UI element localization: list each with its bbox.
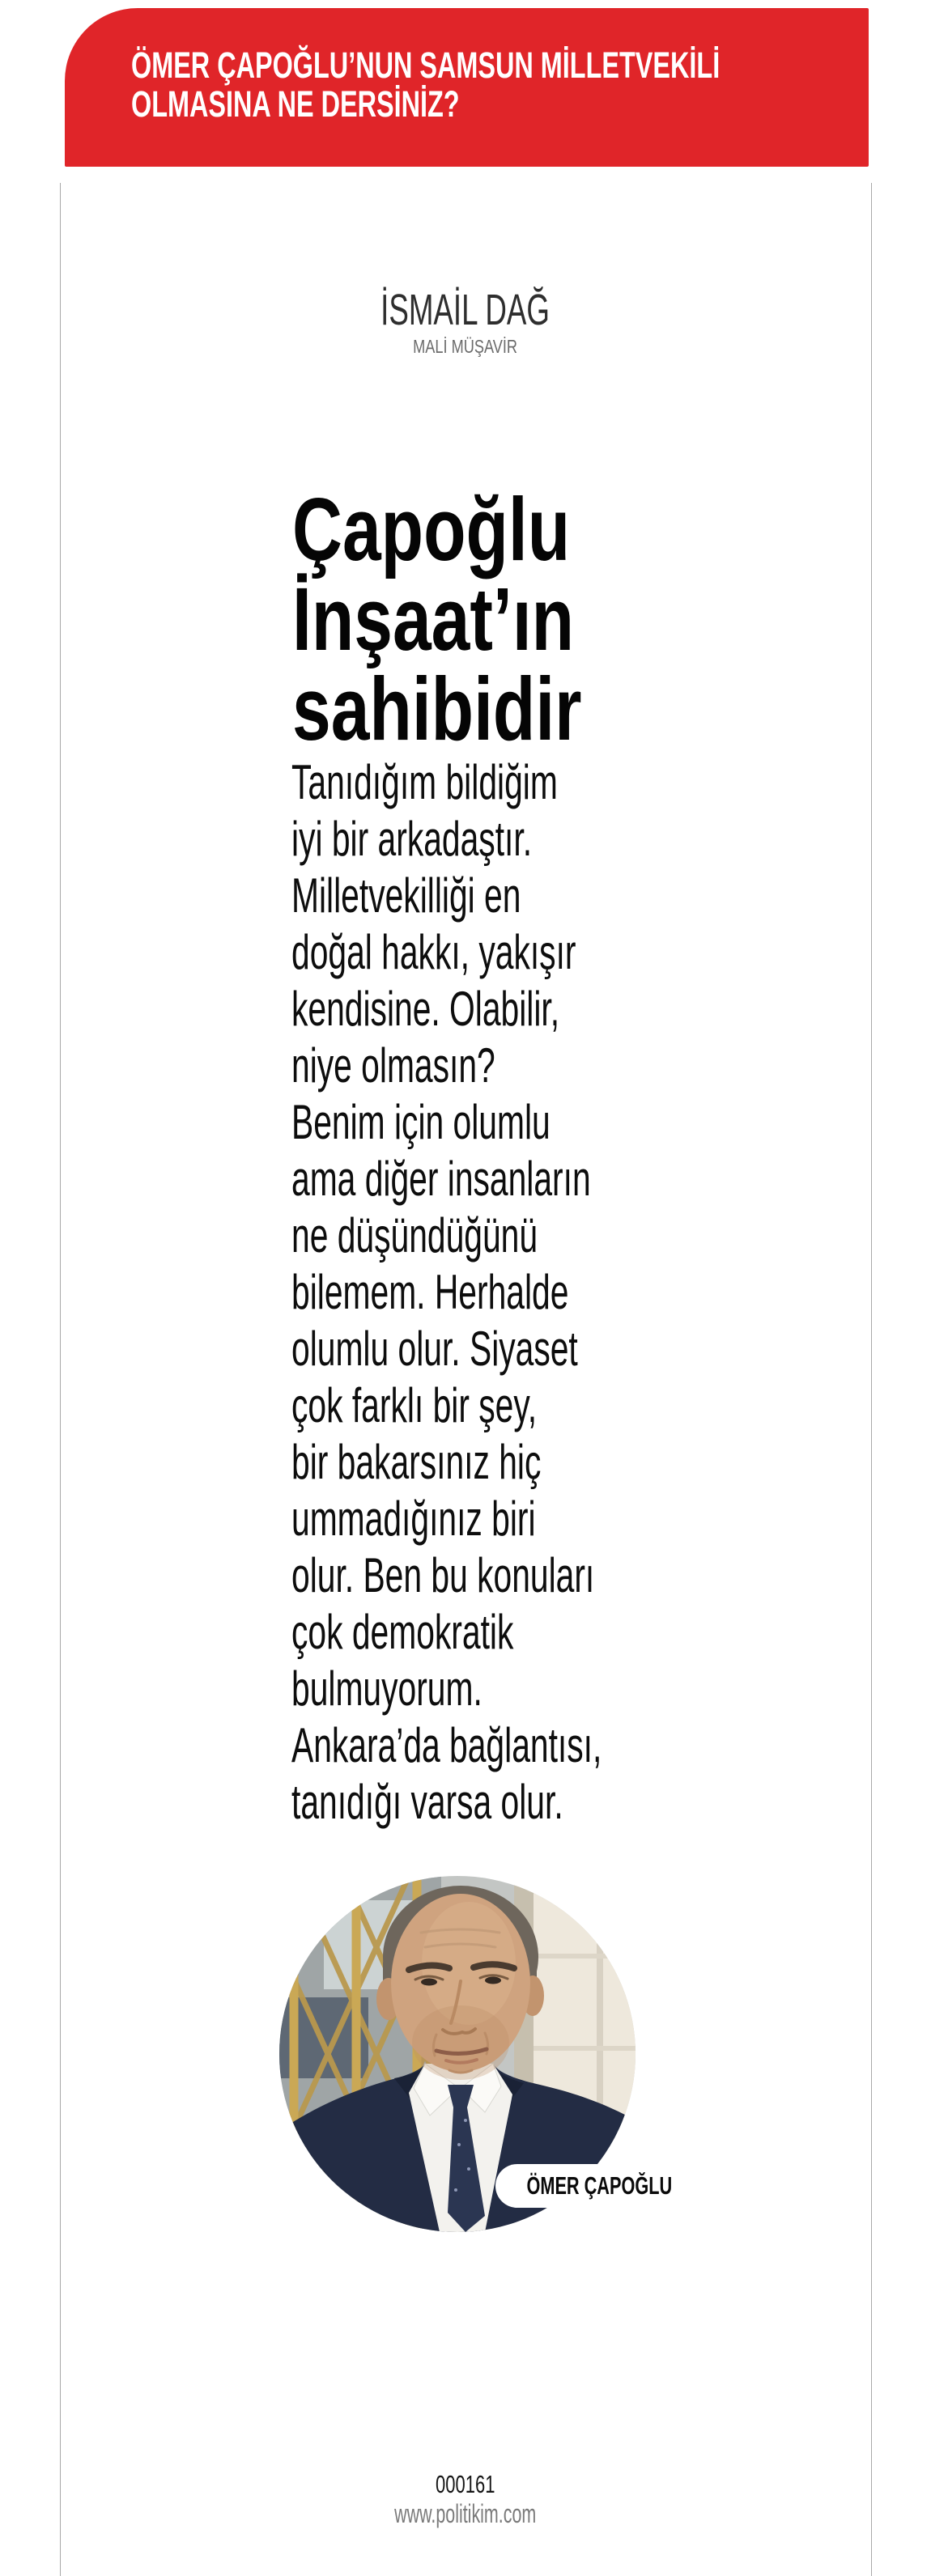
footer-website: www.politikim.com bbox=[394, 2499, 537, 2528]
respondent-name: İSMAİL DAĞ bbox=[380, 286, 551, 334]
body-line: çok demokratik bbox=[291, 1605, 514, 1659]
headline-line-1: Çapoğlu bbox=[292, 480, 571, 579]
photo-caption: ÖMER ÇAPOĞLU bbox=[526, 2171, 672, 2200]
headline-line bbox=[292, 570, 663, 669]
card-right-border bbox=[871, 183, 872, 2576]
body-line: Benim için olumlu bbox=[291, 1095, 551, 1149]
banner-title-line-1: ÖMER ÇAPOĞLU’NUN SAMSUN MİLLETVEKİLİ bbox=[131, 45, 721, 86]
headline-line-3: sahibidir bbox=[292, 660, 582, 759]
question-banner-title bbox=[131, 46, 931, 124]
body-line: ummadığınız biri bbox=[291, 1492, 536, 1546]
photo-caption-pill bbox=[495, 2164, 703, 2208]
body-line: çok farklı bir şey, bbox=[291, 1378, 538, 1432]
body-line: olumlu olur. Siyaset bbox=[291, 1322, 578, 1376]
banner-title-line bbox=[131, 46, 931, 85]
headline bbox=[292, 480, 663, 759]
body-line: iyi bir arkadaştır. bbox=[291, 812, 533, 866]
body-line: Milletvekilliği en bbox=[291, 868, 521, 923]
respondent-title: MALİ MÜŞAVİR bbox=[413, 336, 518, 357]
banner-title-line bbox=[131, 85, 931, 124]
body-line: bir bakarsınız hiç bbox=[291, 1435, 542, 1489]
headline-line-2: İnşaat’ın bbox=[292, 570, 575, 669]
headline-line bbox=[292, 660, 663, 759]
body-line: ne düşündüğünü bbox=[291, 1208, 538, 1263]
headline-line bbox=[292, 480, 663, 579]
card-left-border bbox=[60, 183, 61, 2576]
body-line: niye olmasın? bbox=[291, 1038, 495, 1093]
body-line: Tanıdığım bildiğim bbox=[291, 755, 558, 809]
question-banner bbox=[65, 8, 869, 167]
body-line: ama diğer insanların bbox=[291, 1152, 591, 1206]
article-body bbox=[291, 754, 748, 1831]
body-line: tanıdığı varsa olur. bbox=[291, 1775, 563, 1829]
body-line: kendisine. Olabilir, bbox=[291, 982, 560, 1036]
body-line: bilemem. Herhalde bbox=[291, 1265, 569, 1319]
body-line: bulmuyorum. bbox=[291, 1661, 483, 1716]
banner-title-line-2: OLMASINA NE DERSİNİZ? bbox=[131, 83, 460, 125]
footer-code: 000161 bbox=[436, 2470, 495, 2498]
body-line: olur. Ben bu konuları bbox=[291, 1548, 595, 1602]
body-line: Ankara’da bağlantısı, bbox=[291, 1718, 602, 1772]
body-line: doğal hakkı, yakışır bbox=[291, 925, 576, 979]
